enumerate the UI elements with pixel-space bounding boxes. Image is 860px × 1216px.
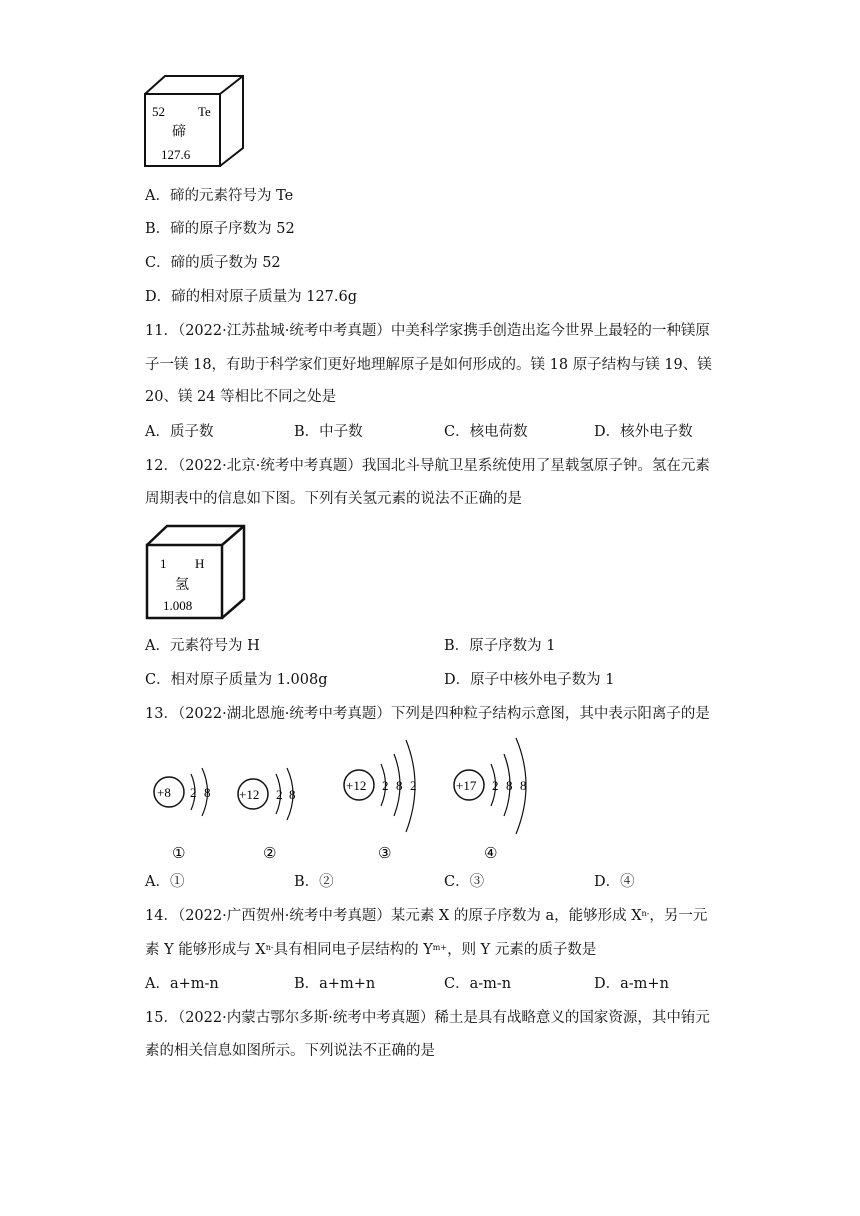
hydrogen-element-card: [143, 523, 248, 623]
q10-option-a: A．碲的元素符号为 Te: [145, 188, 294, 204]
q14-option-a: A．a+m-n: [145, 976, 219, 992]
element-name: 氢: [175, 577, 189, 593]
q12-option-c: C．相对原子质量为 1.008g: [145, 672, 328, 688]
q13-stem-line1: 13．（2022·湖北恩施·统考中考真题）下列是四种粒子结构示意图，其中表示阳离子的是: [145, 706, 710, 722]
nucleus-charge: +8: [157, 785, 171, 800]
tellurium-element-card: [143, 74, 248, 169]
shell-electrons-3: 2: [410, 778, 417, 793]
element-symbol: H: [195, 556, 205, 571]
particle-label: ③: [378, 844, 392, 862]
shell-electrons-2: 8: [506, 778, 513, 793]
nucleus-charge: +12: [346, 778, 367, 793]
q11-option-d: D．核外电子数: [594, 424, 693, 440]
q13-option-d: D．④: [594, 874, 635, 890]
q11-option-a: A．质子数: [145, 424, 214, 440]
q11-stem-line2: 子一镁 18，有助于科学家们更好地理解原子是如何形成的。镁 18 原子结构与镁 19、镁: [145, 357, 712, 373]
q14-line2-text: 素 Y 能够形成与 X: [145, 942, 266, 958]
q10-option-b: B．碲的原子序数为 52: [145, 221, 295, 237]
particle-label: ②: [263, 844, 277, 862]
q12-option-b: B．原子序数为 1: [444, 638, 556, 654]
shell-electrons-1: 2: [492, 778, 499, 793]
q12-stem-line1: 12．（2022·北京·统考中考真题）我国北斗导航卫星系统使用了星载氢原子钟。氢在元素: [145, 458, 710, 474]
q11-stem-line3: 20、镁 24 等相比不同之处是: [145, 389, 337, 405]
particle-diagram-3: [340, 732, 430, 869]
q14-line1-tail: ，另一元: [649, 908, 708, 924]
q15-stem-line2: 素的相关信息如图所示。下列说法不正确的是: [145, 1043, 435, 1059]
q14-line2-superscript-2: m+: [432, 943, 448, 952]
q14-stem-line2: [145, 940, 596, 960]
element-symbol: Te: [198, 104, 211, 119]
atomic-number: 52: [152, 104, 165, 119]
q12-option-d: D．原子中核外电子数为 1: [444, 672, 615, 688]
atomic-mass: 127.6: [161, 147, 191, 162]
shell-electrons-3: 8: [520, 778, 527, 793]
shell-electrons-2: 8: [396, 778, 403, 793]
q14-line2-tail: ，则 Y 元素的质子数是: [447, 942, 597, 958]
q12-option-a: A．元素符号为 H: [145, 638, 260, 654]
nucleus-charge: +17: [456, 778, 477, 793]
element-name: 碲: [172, 124, 186, 140]
shell-electrons-1: 2: [276, 787, 283, 802]
q11-stem-line1: 11．（2022·江苏盐城·统考中考真题）中美科学家携手创造出迄今世界上最轻的一种镁原: [145, 323, 710, 339]
shell-electrons-1: 2: [382, 778, 389, 793]
shell-electrons-2: 8: [204, 785, 211, 800]
particle-diagram-1: [150, 750, 230, 869]
q13-option-b: B．②: [294, 874, 334, 890]
q13-option-a: A．①: [145, 874, 185, 890]
q10-option-d: D．碲的相对原子质量为 127.6g: [145, 289, 358, 305]
q14-option-d: D．a-m+n: [594, 976, 669, 992]
q15-stem-line1: 15．（2022·内蒙古鄂尔多斯·统考中考真题）稀土是具有战略意义的国家资源，其中铕元: [145, 1010, 710, 1026]
q14-option-b: B．a+m+n: [294, 976, 376, 992]
q11-option-c: C．核电荷数: [444, 424, 528, 440]
q14-line2-middle: 具有相同电子层结构的 Y: [273, 942, 433, 958]
atomic-number: 1: [160, 556, 167, 571]
q12-stem-line2: 周期表中的信息如下图。下列有关氢元素的说法不正确的是: [145, 491, 522, 507]
q14-line2-superscript-1: n-: [265, 943, 274, 952]
q11-option-b: B．中子数: [294, 424, 363, 440]
q14-option-c: C．a-m-n: [444, 976, 512, 992]
q14-line1-superscript: n-: [641, 909, 650, 918]
nucleus-charge: +12: [239, 787, 260, 802]
particle-diagram-4: [450, 732, 545, 869]
q10-option-c: C．碲的质子数为 52: [145, 255, 281, 271]
particle-label: ④: [484, 844, 498, 862]
particle-label: ①: [172, 844, 186, 862]
shell-electrons-2: 8: [289, 787, 296, 802]
q14-stem-line1: [145, 906, 707, 926]
atomic-mass: 1.008: [163, 598, 193, 613]
q14-line1-text: 14．（2022·广西贺州·统考中考真题）某元素 X 的原子序数为 a，能够形成 X: [145, 908, 642, 924]
q13-option-c: C．③: [444, 874, 485, 890]
particle-diagram-2: [232, 750, 312, 869]
shell-electrons-1: 2: [190, 785, 197, 800]
